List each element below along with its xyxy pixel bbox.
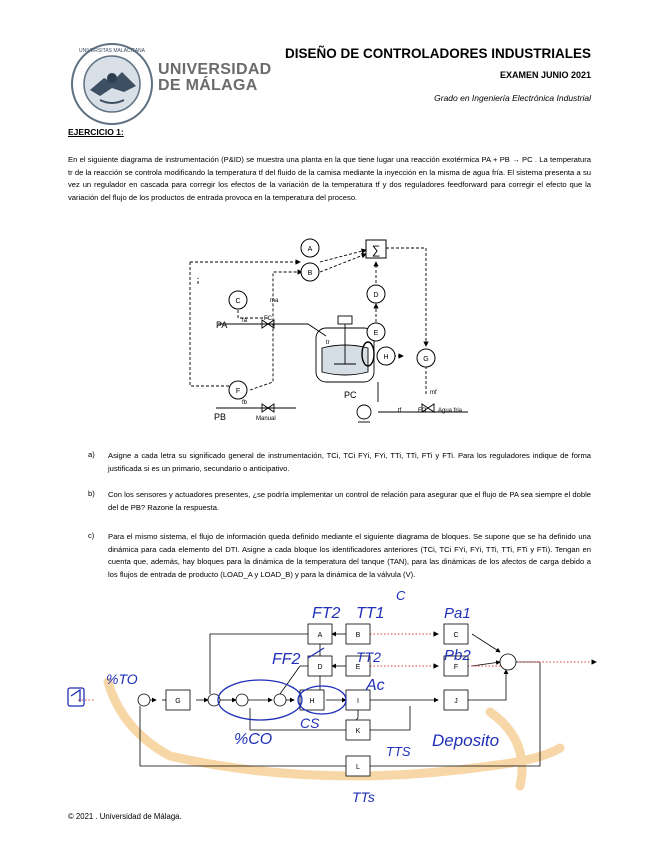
annotation-c: C [396,590,406,603]
pid-label-fo: FO [418,408,427,414]
block-k: K [355,728,361,735]
pid-label-fc: FC [264,316,272,322]
question-a-text: Asigne a cada letra su significado general de instrumentación, TCi, TCi FYi, FYi, TTi, TTi, FTi y FTi. Para los reguladores indique de forma justificada si es un primario, secundario o anticipativo. [108,451,591,473]
pid-circle-c: C [235,298,241,305]
question-b-text: Con los sensores y actuadores presentes, ¿se podría implementar un control de relación para asegurar que el flujo de PA sea siempre el doble del de PB? Razone la respuesta. [108,490,591,512]
block-j: J [454,698,458,705]
question-b-label: b) [88,489,95,498]
pid-label-tf: tf [398,408,402,414]
annotation-ft2: FT2 [312,605,341,622]
exercise-intro: En el siguiente diagrama de instrumentación (P&ID) se muestra una planta en la que tiene lugar una reacción exotérmica PA + PB → PC . La temperatura tr de la reacción se controla modificando la temperatura tf del fluido de la camisa mediante la inyección en la misma de agua fría. El sistema presenta a su vez un regulador en cascada para corregir los efectos de la variación de la temperatura tf y dos reguladores feedforward para corregir el efecto que la variación del flujo de los productos de entrada provoca en la temperatura del proceso. [68,155,591,202]
seal-text: UNIVERSITAS MALACITANA [79,48,145,54]
question-a-label: a) [88,450,95,459]
annotation-pb2: Pb2 [444,647,471,664]
block-h: H [309,698,315,705]
block-i: I [357,698,359,705]
pid-label-ma: ma [270,298,279,304]
annotation-ff2: FF2 [272,651,301,668]
annotation-tt2: TT2 [356,649,381,665]
university-line2: DE MÁLAGA [158,77,258,94]
question-c-text: Para el mismo sistema, el flujo de información queda definido mediante el siguiente diagrama de bloques. Se supone que se ha definido una dinámica para cada elemento del DTI. Asigne a cada bloque los identificadores anteriores (TCi, TCi FYi, FYi, TTi, TTi, FTi y FTi). Tengan en cuenta que, además, hay bloques para la dinámica de la temperatura del tanque (TAN), para las dinámicas de los afectos de carga debido a los flujos de entrada de producto (LOAD_A y LOAD_B) y para la dinámica de la válvula (V). [108,532,591,579]
block-b: B [355,632,361,639]
block-g: G [175,698,181,705]
pid-circle-f: F [235,388,241,395]
course-title: DISEÑO DE CONTROLADORES INDUSTRIALES [284,46,591,61]
pid-label-tr: tr [326,340,330,346]
question-c-label: c) [88,531,95,540]
university-name [158,62,272,94]
pid-label-fb: fb [242,400,248,406]
block-d: D [317,664,323,671]
pid-circle-g: G [423,356,429,363]
pid-label-agua: Agua fria [438,408,463,414]
block-f: F [453,664,459,671]
pid-label-fa: fa [242,318,248,324]
annotation-tts: TTS [386,744,411,759]
annotation-cs: CS [300,715,320,731]
pid-label-manual: Manual [256,416,276,422]
pid-circle-e: E [373,330,379,337]
pid-diagram [178,226,482,438]
annotation-tt1: TT1 [356,605,385,622]
pid-circle-d: D [373,292,379,299]
annotation-to: %TO [106,671,138,687]
annotation-ac: Ac [366,677,385,694]
pid-circle-h: H [383,354,389,361]
annotation-deposito: Deposito [432,731,500,750]
pid-label-pa: PA [216,320,228,330]
pid-label-pb: PB [214,412,227,422]
exercise-title: EJERCICIO 1: [68,127,124,137]
university-seal [70,42,154,126]
block-e: E [355,664,361,671]
annotation-co: %CO [234,731,273,748]
block-l: L [356,764,360,771]
annotation-pa1: Pa1 [444,605,471,622]
pid-circle-b: B [307,270,313,277]
block-diagram [60,590,600,808]
pid-circle-a: A [307,246,313,253]
footer-copyright: © 2021 . Universidad de Málaga. [68,812,182,821]
block-a: A [317,632,323,639]
block-c: C [453,632,459,639]
annotation-tts-bottom: TTs [352,789,375,805]
exam-title: EXAMEN JUNIO 2021 [499,70,591,80]
university-line1: UNIVERSIDAD [158,61,272,78]
degree-name: Grado en Ingeniería Electrónica Industrial [434,93,591,103]
pid-sum-symbol: ∑ [371,243,381,257]
pid-label-pc: PC [344,390,357,400]
pid-label-mf: mf [430,390,437,396]
